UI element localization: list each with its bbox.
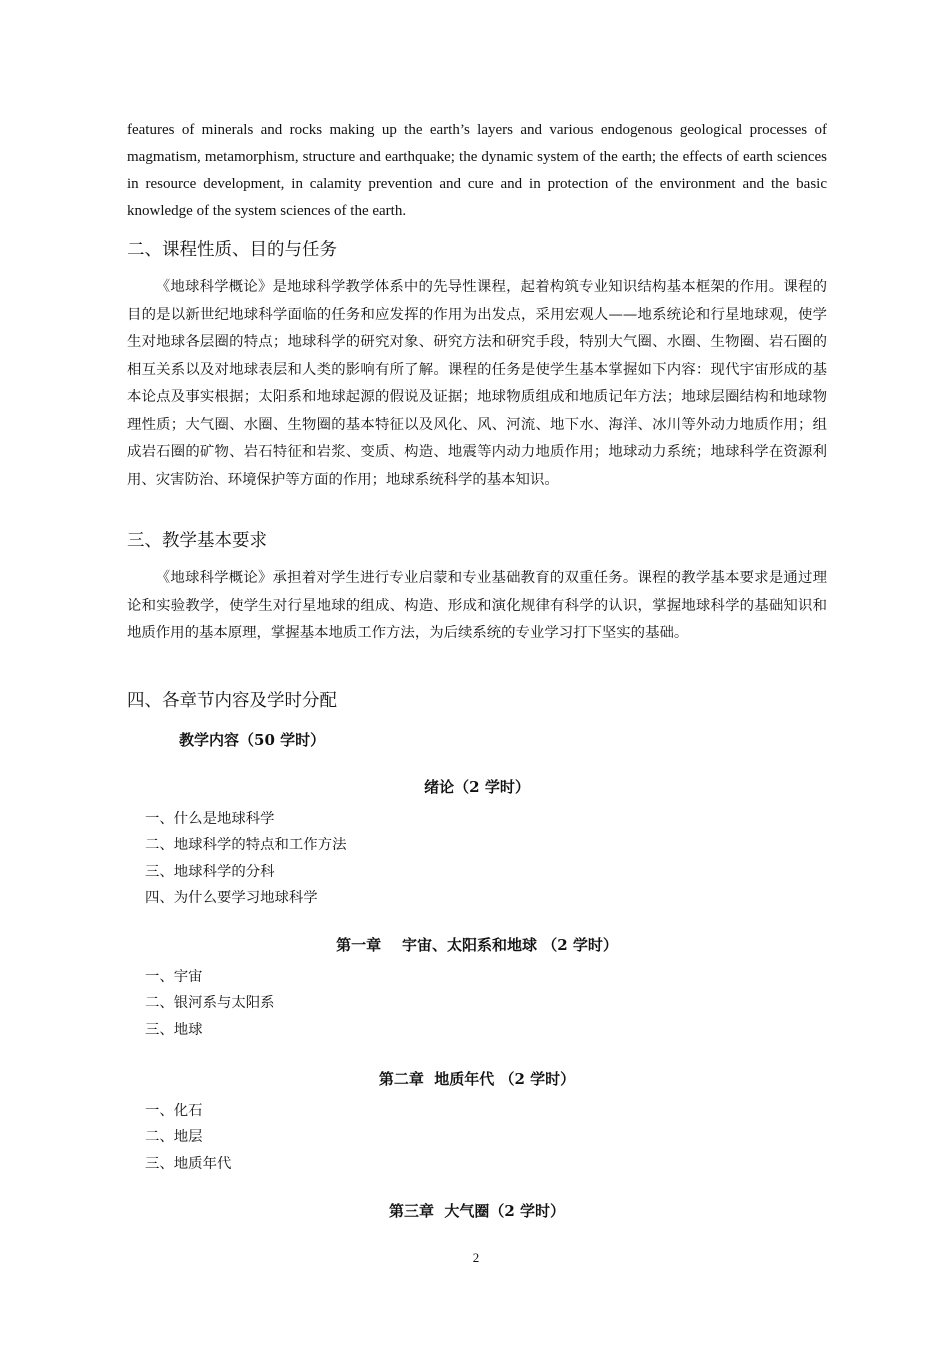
chapter-title-chapter-1: 第一章 宇宙、太阳系和地球 （2 学时） xyxy=(336,936,618,954)
chapter-title-chapter-3: 第三章 大气圈（2 学时） xyxy=(388,1202,566,1220)
chapter-list-introduction xyxy=(145,806,346,911)
chapter-list-chapter-1 xyxy=(145,964,275,1043)
list-item: 二、地层 xyxy=(145,1129,203,1146)
chapter-title-chapter-2: 第二章 地质年代 （2 学时） xyxy=(378,1070,576,1088)
section-heading-teaching-requirements: 三、教学基本要求 xyxy=(127,531,267,551)
list-item: 一、化石 xyxy=(145,1103,203,1119)
chapter-title-introduction: 绪论（2 学时） xyxy=(424,778,530,796)
list-item: 一、宇宙 xyxy=(145,969,203,985)
list-item: 二、地球科学的特点和工作方法 xyxy=(145,837,347,854)
section-heading-chapter-allocation: 四、各章节内容及学时分配 xyxy=(127,691,337,711)
section-heading-course-nature: 二、课程性质、目的与任务 xyxy=(127,240,337,260)
list-item: 二、银河系与太阳系 xyxy=(145,995,275,1012)
list-item: 一、什么是地球科学 xyxy=(145,811,275,827)
teaching-content-heading: 教学内容（50 学时） xyxy=(179,731,326,749)
list-item: 三、地质年代 xyxy=(145,1155,232,1172)
list-item: 三、地球 xyxy=(145,1021,203,1038)
section-body-course-nature: 《地球科学概论》是地球科学教学体系中的先导性课程，起着构筑专业知识结构基本框架的作用。课程的目的是以新世纪地球科学面临的任务和应发挥的作用为出发点，采用宏观人——地系统论和行星地球观，使学生对地球各层圈的特点；地球科学的研究对象、研究方法和研究手段，特别大气圈、水圈、生物圈、岩石圈的相互关系以及对地球表层和人类的影响有所了解。课程的任务是使学生基本掌握如下内容：现代宇宙形成的基本论点及事实根据；太阳系和地球起源的假说及证据；地球物质组成和地质记年方法；地球层圈结构和地球物理性质；大气圈、水圈、生物圈的基本特征以及风化、风、河流、地下水、海洋、冰川等外动力地质作用；组成岩石圈的矿物、岩石特征和岩浆、变质、构造、地震等内动力地质作用；地球动力系统；地球科学在资源利用、灾害防治、环境保护等方面的作用；地球系统科学的基本知识。 xyxy=(127,279,827,488)
page-number: 2 xyxy=(472,1250,480,1265)
section-body-teaching-requirements: 《地球科学概论》承担着对学生进行专业启蒙和专业基础教育的双重任务。课程的教学基本要求是通过理论和实验教学，使学生对行星地球的组成、构造、形成和演化规律有科学的认识，掌握地球科学的基础知识和地质作用的基本原理，掌握基本地质工作方法，为后续系统的专业学习打下坚实的基础。 xyxy=(127,570,827,641)
list-item: 三、地球科学的分科 xyxy=(145,863,275,880)
english-abstract-continuation: features of minerals and rocks making up the earth’s layers and various endogenous geological processes of magmatism, metamorphism, structure and earthquake; the dynamic system of the earth; the effects of earth sciences in resource development, in calamity prevention and cure and in protection of the environment and the basic knowledge of the system sciences of the earth. xyxy=(127,122,827,219)
chapter-list-chapter-2 xyxy=(145,1098,231,1177)
list-item: 四、为什么要学习地球科学 xyxy=(145,889,318,906)
